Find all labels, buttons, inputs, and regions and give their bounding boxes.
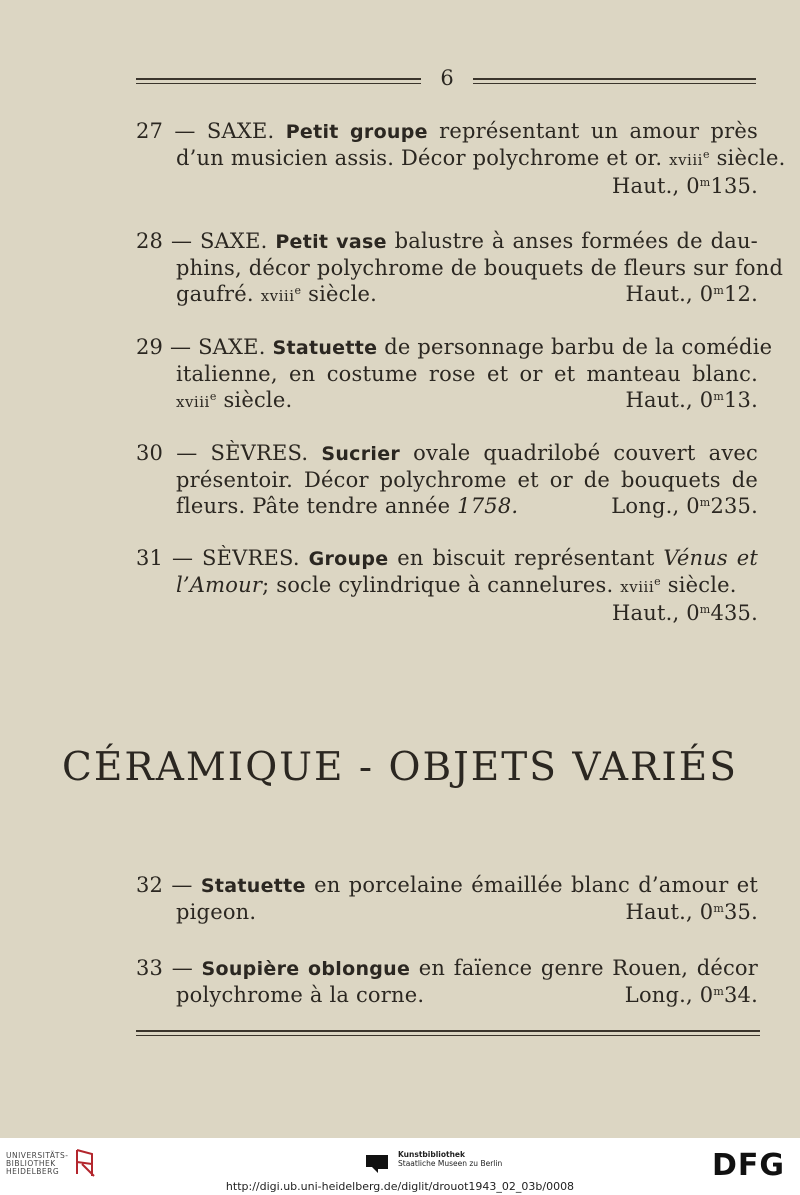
university-library-label — [6, 1152, 68, 1176]
lot-number: 29 — [136, 335, 164, 359]
century-suffix: siècle. — [223, 388, 293, 412]
catalogue-entry-27 — [136, 118, 786, 199]
description: pigeon. — [176, 900, 257, 924]
entry-line — [136, 255, 784, 281]
century-sup: e — [294, 284, 302, 297]
entry-line: 29 — SAXE. Statuette de personnage barbu de la comédie — [136, 335, 773, 359]
catalogue-entry-29 — [136, 334, 773, 415]
dim-unit: m — [713, 902, 724, 915]
century: xviii — [176, 393, 210, 411]
dim-num: 435. — [710, 601, 758, 625]
maker: SAXE. — [198, 335, 266, 359]
entry-line — [136, 145, 786, 173]
item-title: Statuette — [272, 337, 378, 359]
dimensions — [626, 281, 758, 309]
description: en porcelaine émaillée blanc d’amour et — [314, 873, 758, 897]
description: représentant un amour près — [439, 119, 758, 143]
dimensions — [136, 173, 758, 199]
description: gaufré. — [176, 282, 254, 306]
century-sup: e — [702, 148, 710, 161]
dim-value: 0 — [699, 983, 714, 1007]
source-url[interactable]: http://digi.ub.uni-heidelberg.de/diglit/drouot1943_02_03b/0008 — [225, 1180, 575, 1193]
description: ovale quadrilobé couvert avec — [413, 441, 758, 465]
page-number: 6 — [440, 66, 454, 90]
header-rule-right — [473, 78, 756, 84]
dimensions — [136, 600, 758, 626]
lot-number: 31 — [136, 546, 164, 570]
century-suffix: siècle. — [667, 573, 737, 597]
university-logo-icon — [74, 1148, 96, 1178]
entry-line: 32 — Statuette en porcelaine émaillée blanc d’amour et — [136, 873, 758, 897]
entry-line: 33 — Soupière oblongue en faïence genre Rouen, décor — [136, 956, 759, 980]
century: xviii — [260, 287, 295, 305]
century-sup: e — [654, 575, 661, 588]
lot-number: 33 — [136, 956, 164, 980]
dim-unit: m — [699, 496, 711, 509]
dim-unit: m — [713, 390, 724, 403]
dfg-logo: DFG — [712, 1148, 786, 1183]
digitization-footer — [0, 1138, 800, 1195]
lot-number: 32 — [136, 873, 164, 897]
italic-title: Vénus et — [663, 546, 758, 570]
catalogue-entry-30 — [136, 440, 758, 519]
dim-num: 35. — [724, 900, 758, 924]
dim-label: Long., — [611, 494, 680, 518]
lot-number: 30 — [136, 441, 164, 465]
dim-num: 135. — [710, 174, 758, 198]
dim-unit: m — [699, 603, 711, 616]
entry-line — [136, 572, 758, 600]
dim-num: 13. — [724, 388, 758, 412]
century-sup: e — [209, 390, 217, 403]
dim-label: Haut., — [611, 601, 680, 625]
dim-unit: m — [713, 985, 724, 998]
catalogue-entry-28 — [136, 228, 784, 309]
italic-title: l’Amour — [176, 573, 263, 597]
entry-line — [136, 387, 758, 415]
entry-line — [136, 361, 758, 387]
dim-value: 0 — [699, 282, 714, 306]
entry-line: 30 — SÈVRES. Sucrier ovale quadrilobé couvert avec — [136, 441, 758, 465]
description: d’un musicien assis. Décor polychrome et or. — [176, 146, 663, 170]
university-line: BIBLIOTHEK — [6, 1159, 56, 1168]
description: présentoir. Décor polychrome et or de bouquets de — [176, 468, 758, 492]
dim-value: 0 — [686, 494, 700, 518]
kunstbibliothek-label — [398, 1150, 502, 1168]
description: fleurs. Pâte tendre année — [176, 494, 451, 518]
entry-line: 31 — SÈVRES. Groupe en biscuit représentant Vénus et — [136, 546, 758, 570]
maker: SAXE. — [199, 229, 268, 253]
maker: SAXE. — [206, 119, 275, 143]
dimensions — [626, 387, 758, 415]
item-title: Petit groupe — [285, 121, 428, 143]
dimensions — [611, 493, 758, 519]
header-rule-left — [136, 78, 421, 84]
description: ; socle cylindrique à cannelures. — [262, 573, 614, 597]
entry-line — [136, 493, 758, 519]
footer-rule — [136, 1030, 760, 1036]
entry-line — [136, 281, 758, 309]
lot-number: 27 — [136, 119, 164, 143]
university-line: UNIVERSITÄTS- — [6, 1151, 69, 1160]
description: italienne, en costume rose et or et manteau blanc. — [176, 362, 758, 386]
item-title: Sucrier — [321, 443, 401, 465]
description: polychrome à la corne. — [176, 983, 425, 1007]
catalogue-entry-32 — [136, 872, 758, 925]
entry-line: 27 — SAXE. Petit groupe représentant un amour près — [136, 119, 758, 143]
description: en biscuit représentant — [397, 546, 655, 570]
century: xviii — [620, 578, 655, 596]
dim-label: Long., — [624, 983, 693, 1007]
description: en faïence genre Rouen, décor — [418, 956, 759, 980]
dim-value: 0 — [686, 601, 700, 625]
section-title: CÉRAMIQUE - OBJETS VARIÉS — [62, 745, 738, 790]
kb-title: Kunstbibliothek — [398, 1150, 466, 1159]
kunstbibliothek-logo-icon — [366, 1151, 388, 1173]
dim-num: 34. — [724, 983, 758, 1007]
item-title: Soupière oblongue — [201, 958, 411, 980]
century-suffix: siècle. — [716, 146, 786, 170]
item-title: Petit vase — [275, 231, 387, 253]
entry-line: 28 — SAXE. Petit vase balustre à anses formées de dau- — [136, 229, 758, 253]
item-title: Groupe — [308, 548, 389, 570]
description: balustre à anses formées de dau- — [394, 229, 758, 253]
year: 1758. — [457, 494, 519, 518]
dim-unit: m — [713, 284, 724, 297]
century-suffix: siècle. — [308, 282, 378, 306]
maker: SÈVRES. — [210, 441, 309, 465]
catalogue-entry-31 — [136, 545, 758, 626]
entry-line — [136, 982, 758, 1008]
kb-subtitle: Staatliche Museen zu Berlin — [398, 1159, 503, 1168]
description: phins, décor polychrome de bouquets de fleurs sur fond — [176, 256, 784, 280]
item-title: Statuette — [200, 875, 306, 897]
catalogue-entry-33 — [136, 955, 758, 1008]
description: de personnage barbu de la comédie — [384, 335, 773, 359]
lot-number: 28 — [136, 229, 164, 253]
dim-label: Haut., — [611, 174, 680, 198]
dimensions — [625, 982, 758, 1008]
maker: SÈVRES. — [202, 546, 300, 570]
dim-value: 0 — [686, 174, 700, 198]
dim-num: 12. — [724, 282, 758, 306]
dim-unit: m — [699, 176, 711, 189]
dim-value: 0 — [699, 900, 714, 924]
dim-value: 0 — [699, 388, 714, 412]
dim-label: Haut., — [625, 388, 693, 412]
dimensions — [626, 899, 758, 925]
university-line: HEIDELBERG — [6, 1167, 60, 1176]
century: xviii — [669, 151, 703, 169]
dim-num: 235. — [710, 494, 758, 518]
dim-label: Haut., — [625, 900, 693, 924]
entry-line — [136, 899, 758, 925]
page-header — [136, 66, 756, 94]
entry-line — [136, 467, 758, 493]
dim-label: Haut., — [625, 282, 693, 306]
